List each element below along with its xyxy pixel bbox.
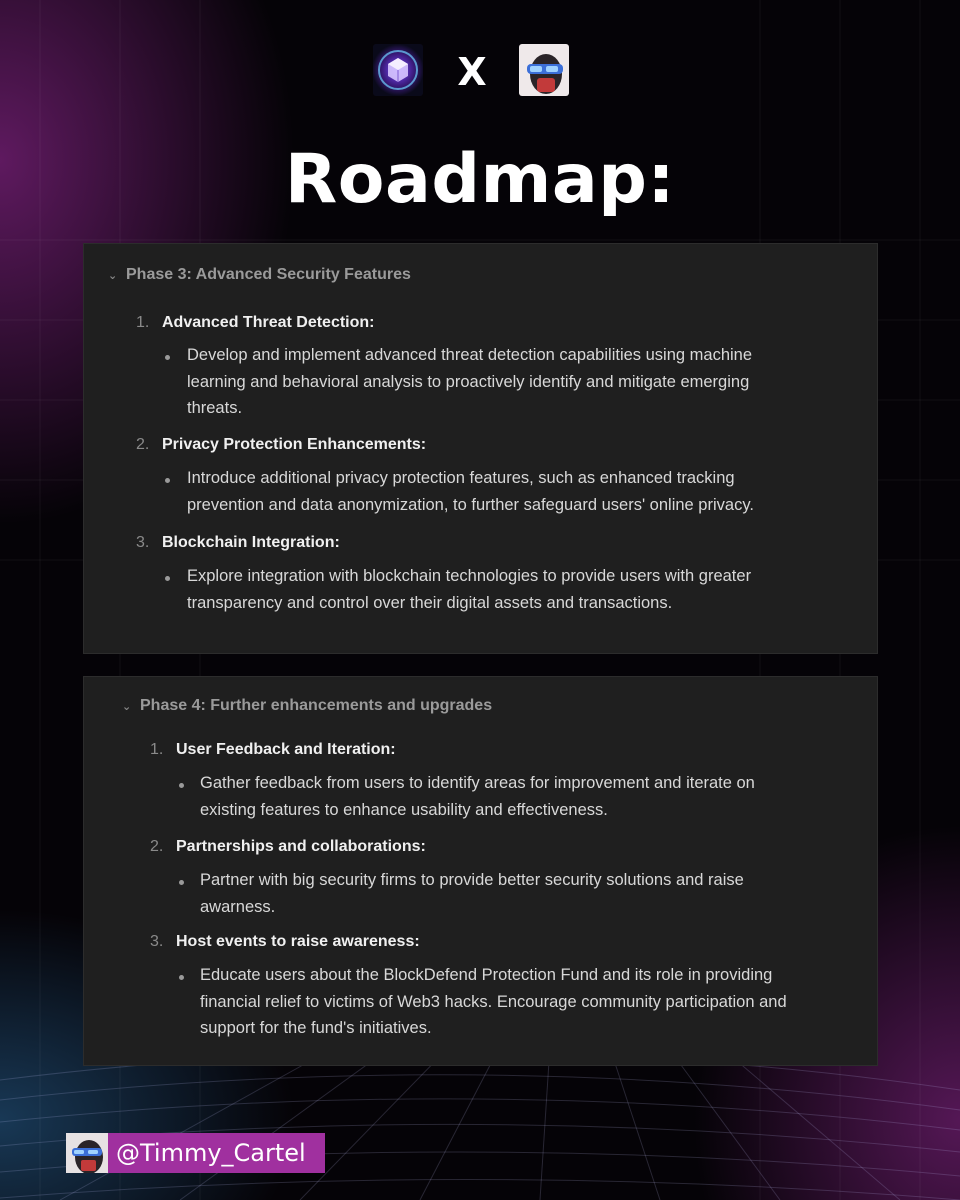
author-handle[interactable]: [66, 1133, 325, 1173]
bullet-dot-icon: [179, 783, 184, 788]
bullet-text: [187, 342, 752, 422]
bullet-line: Introduce additional privacy protection features, such as enhanced tracking: [187, 469, 735, 487]
vr-headset-avatar-icon: [519, 44, 569, 96]
phase-3-header[interactable]: [108, 266, 411, 284]
phase-3-card: [83, 243, 878, 654]
bullet-text: [200, 867, 744, 920]
bullet-line: Partner with big security firms to provide better security solutions and raise: [200, 871, 744, 889]
glowing-cube-logo-icon: [373, 44, 423, 96]
avatar: [66, 1133, 108, 1173]
item-title: User Feedback and Iteration:: [176, 741, 396, 758]
item-title: Advanced Threat Detection:: [162, 314, 375, 331]
bullet-dot-icon: [165, 576, 170, 581]
item-title: Host events to raise awareness:: [176, 933, 420, 950]
item-number: 3.: [150, 933, 164, 950]
bullet-line: existing features to enhance usability and effectiveness.: [200, 800, 608, 819]
phase-4-header[interactable]: [122, 697, 492, 715]
list-item: [150, 741, 396, 759]
bullet-dot-icon: [165, 355, 170, 360]
list-item: [150, 838, 426, 856]
item-title: Blockchain Integration:: [162, 534, 340, 551]
handle-label[interactable]: @Timmy_Cartel: [108, 1133, 325, 1173]
bullet-line: transparency and control over their digital assets and transactions.: [187, 593, 673, 612]
bullet-line: Develop and implement advanced threat detection capabilities using machine: [187, 346, 753, 364]
item-number: 1.: [136, 314, 150, 331]
bullet-line: financial relief to victims of Web3 hacks. Encourage community participation and: [200, 992, 787, 1011]
item-title: Partnerships and collaborations:: [176, 838, 426, 855]
item-number: 3.: [136, 534, 150, 551]
logo-bar: [0, 44, 960, 96]
bullet-line: prevention and data anonymization, to further safeguard users' online privacy.: [187, 495, 754, 514]
bullet-text: [187, 465, 754, 518]
bullet-line: Educate users about the BlockDefend Protection Fund and its role in providing: [200, 966, 773, 984]
bullet-dot-icon: [165, 478, 170, 483]
bullet-text: [200, 962, 787, 1042]
item-number: 1.: [150, 741, 164, 758]
bullet-text: [200, 770, 755, 823]
bullet-text: [187, 563, 751, 616]
item-number: 2.: [150, 838, 164, 855]
bullet-dot-icon: [179, 975, 184, 980]
chevron-down-icon[interactable]: ⌄: [122, 699, 132, 713]
list-item: [136, 436, 426, 454]
page-title: Roadmap:: [284, 140, 676, 219]
list-item: [150, 933, 420, 951]
chevron-down-icon[interactable]: ⌄: [108, 268, 118, 282]
list-item: [136, 534, 340, 552]
phase-4-title: Phase 4: Further enhancements and upgrades: [140, 697, 493, 714]
phase-3-title: Phase 3: Advanced Security Features: [126, 266, 411, 283]
item-title: Privacy Protection Enhancements:: [162, 436, 427, 453]
bullet-line: awarness.: [200, 897, 276, 916]
list-item: [136, 314, 374, 332]
bullet-line: Explore integration with blockchain technologies to provide users with greater: [187, 567, 752, 585]
bullet-line: threats.: [187, 399, 243, 417]
collab-separator: X: [457, 50, 487, 94]
phase-4-card: [83, 676, 878, 1066]
bullet-line: learning and behavioral analysis to proactively identify and mitigate emerging: [187, 372, 750, 391]
bullet-line: support for the fund's initiatives.: [200, 1019, 432, 1037]
bullet-line: Gather feedback from users to identify areas for improvement and iterate on: [200, 774, 755, 792]
bullet-dot-icon: [179, 880, 184, 885]
item-number: 2.: [136, 436, 150, 453]
